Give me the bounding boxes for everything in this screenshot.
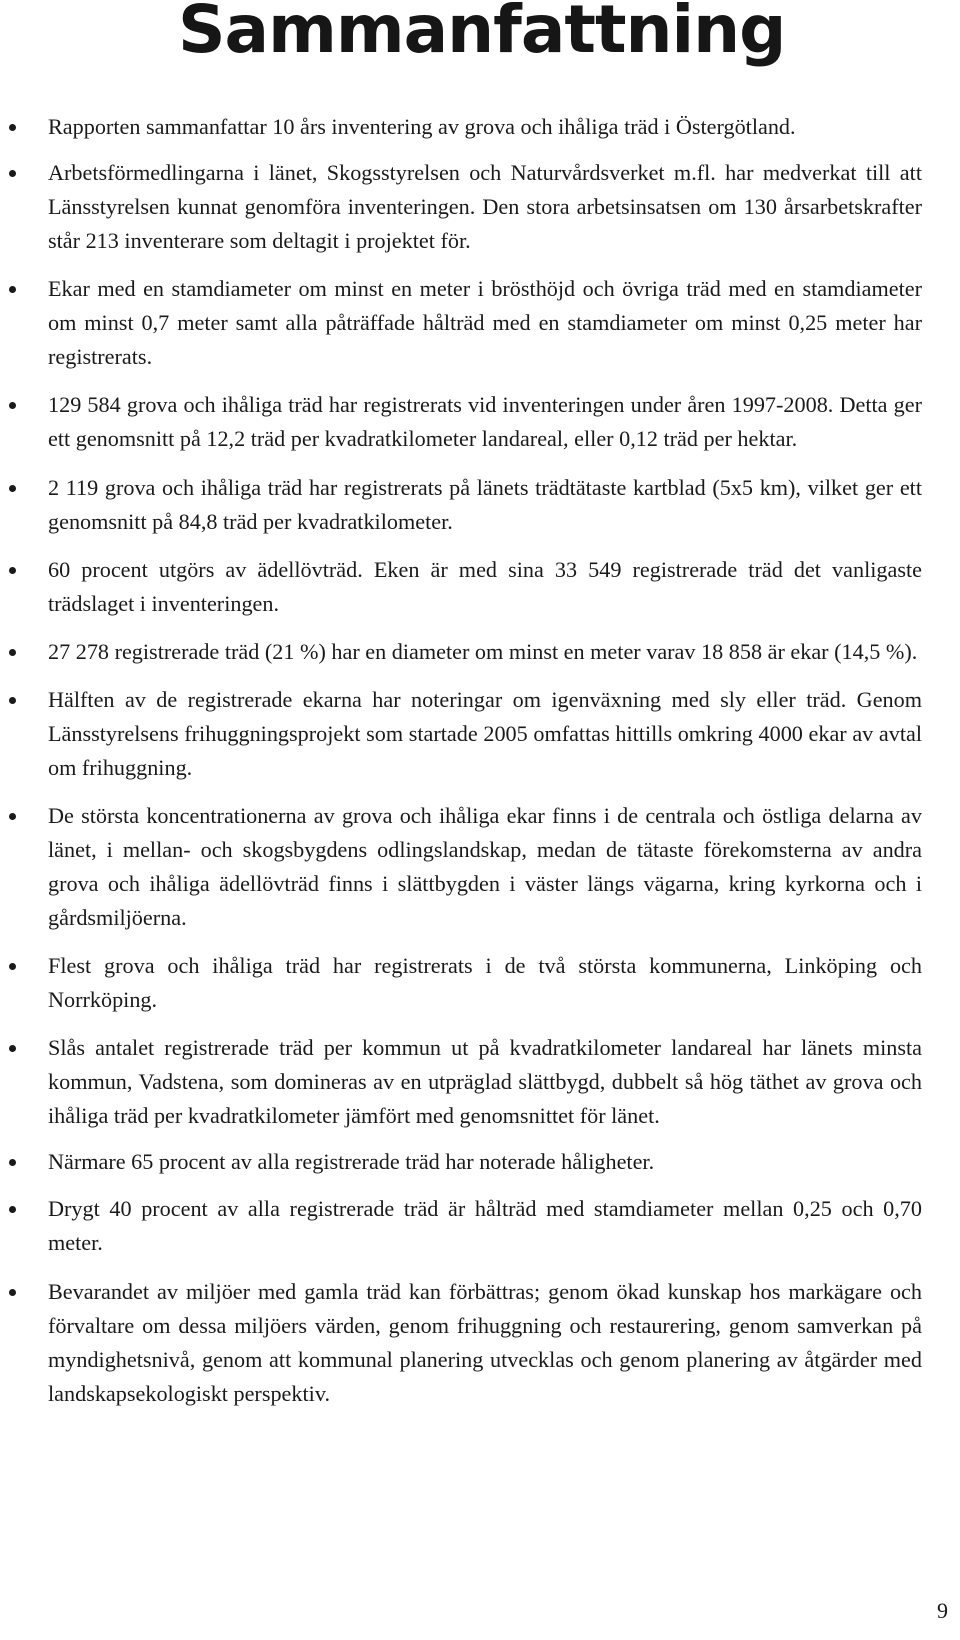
list-item bbox=[0, 949, 922, 1017]
list-item bbox=[0, 110, 922, 144]
bullet-icon bbox=[9, 286, 16, 293]
bullet-icon bbox=[9, 170, 16, 177]
list-item bbox=[0, 156, 922, 258]
list-item-text: 2 119 grova och ihåliga träd har registrerats på länets trädtätaste kartblad (5x5 km), vilket ger ett genomsnitt på 84,8 träd per kvadratkilometer. bbox=[48, 475, 922, 534]
list-item-text: Flest grova och ihåliga träd har registrerats i de två största kommunerna, Linköping och Norrköping. bbox=[48, 953, 922, 1012]
list-item-text: Bevarandet av miljöer med gamla träd kan förbättras; genom ökad kunskap hos markägare och förvaltare om dessa miljöers värden, genom frihuggning och restaurering, genom samverkan på myndighetsnivå, genom att kommunal planering utvecklas och genom planering av åtgärder med landskapsekologiskt perspektiv. bbox=[48, 1279, 922, 1406]
page-number: 9 bbox=[937, 1598, 948, 1623]
bullet-icon bbox=[9, 813, 16, 820]
summary-bullet-list bbox=[0, 110, 960, 1411]
page-title: Sammanfattning bbox=[178, 0, 786, 68]
list-item bbox=[0, 471, 922, 539]
list-item bbox=[0, 553, 922, 621]
list-item bbox=[0, 1192, 922, 1260]
bullet-icon bbox=[9, 1159, 16, 1166]
bullet-icon bbox=[9, 649, 16, 656]
bullet-icon bbox=[9, 1206, 16, 1213]
list-item-text: Hälften av de registrerade ekarna har noteringar om igenväxning med sly eller träd. Genom Länsstyrelsens frihuggningsprojekt som startade 2005 omfattas hittills omkring 4000 ekar av avtal om frihuggning. bbox=[48, 687, 922, 780]
list-item-text: Ekar med en stamdiameter om minst en meter i brösthöjd och övriga träd med en stamdiameter om minst 0,7 meter samt alla påträffade hålträd med en stamdiameter om minst 0,25 meter har registrerats. bbox=[48, 276, 922, 369]
list-item bbox=[0, 1275, 922, 1411]
list-item bbox=[0, 799, 922, 935]
list-item-text: Arbetsförmedlingarna i länet, Skogsstyrelsen och Naturvårdsverket m.fl. har medverkat till att Länsstyrelsen kunnat genomföra inventeringen. Den stora arbetsinsatsen om 130 årsarbetskrafter står 213 inventerare som deltagit i projektet för. bbox=[48, 160, 922, 253]
list-item-text: 27 278 registrerade träd (21 %) har en diameter om minst en meter varav 18 858 är ekar (14,5 %). bbox=[48, 639, 918, 664]
list-item-text: Slås antalet registrerade träd per kommun ut på kvadratkilometer landareal har länets minsta kommun, Vadstena, som domineras av en utpräglad slättbygd, dubbelt så hög täthet av grova och ihåliga träd per kvadratkilometer jämfört med genomsnittet för länet. bbox=[48, 1035, 922, 1128]
bullet-icon bbox=[9, 124, 16, 131]
bullet-icon bbox=[9, 963, 16, 970]
list-item bbox=[0, 1145, 922, 1179]
list-item-text: 129 584 grova och ihåliga träd har registrerats vid inventeringen under åren 1997-2008. Detta ger ett genomsnitt på 12,2 träd per kvadratkilometer landareal, eller 0,12 träd per hektar. bbox=[48, 392, 922, 451]
list-item-text: Drygt 40 procent av alla registrerade träd är hålträd med stamdiameter mellan 0,25 och 0,70 meter. bbox=[48, 1196, 922, 1255]
list-item bbox=[0, 388, 922, 456]
list-item bbox=[0, 683, 922, 785]
bullet-icon bbox=[9, 485, 16, 492]
list-item-text: Närmare 65 procent av alla registrerade träd har noterade håligheter. bbox=[48, 1149, 655, 1174]
bullet-icon bbox=[9, 1289, 16, 1296]
bullet-icon bbox=[9, 1045, 16, 1052]
list-item bbox=[0, 272, 922, 374]
bullet-icon bbox=[9, 697, 16, 704]
list-item bbox=[0, 635, 922, 669]
list-item-text: 60 procent utgörs av ädellövträd. Eken är med sina 33 549 registrerade träd det vanligaste trädslaget i inventeringen. bbox=[48, 557, 922, 616]
list-item bbox=[0, 1031, 922, 1133]
list-item-text: De största koncentrationerna av grova och ihåliga ekar finns i de centrala och östliga delarna av länet, i mellan- och skogsbygdens odlingslandskap, medan de tätaste förekomsterna av andra grova och ihåliga ädellövträd finns i slättbygden i väster längs vägarna, kring kyrkorna och i gårdsmiljöerna. bbox=[48, 803, 922, 930]
bullet-icon bbox=[9, 402, 16, 409]
list-item-text: Rapporten sammanfattar 10 års inventering av grova och ihåliga träd i Östergötland. bbox=[48, 114, 796, 139]
bullet-icon bbox=[9, 567, 16, 574]
